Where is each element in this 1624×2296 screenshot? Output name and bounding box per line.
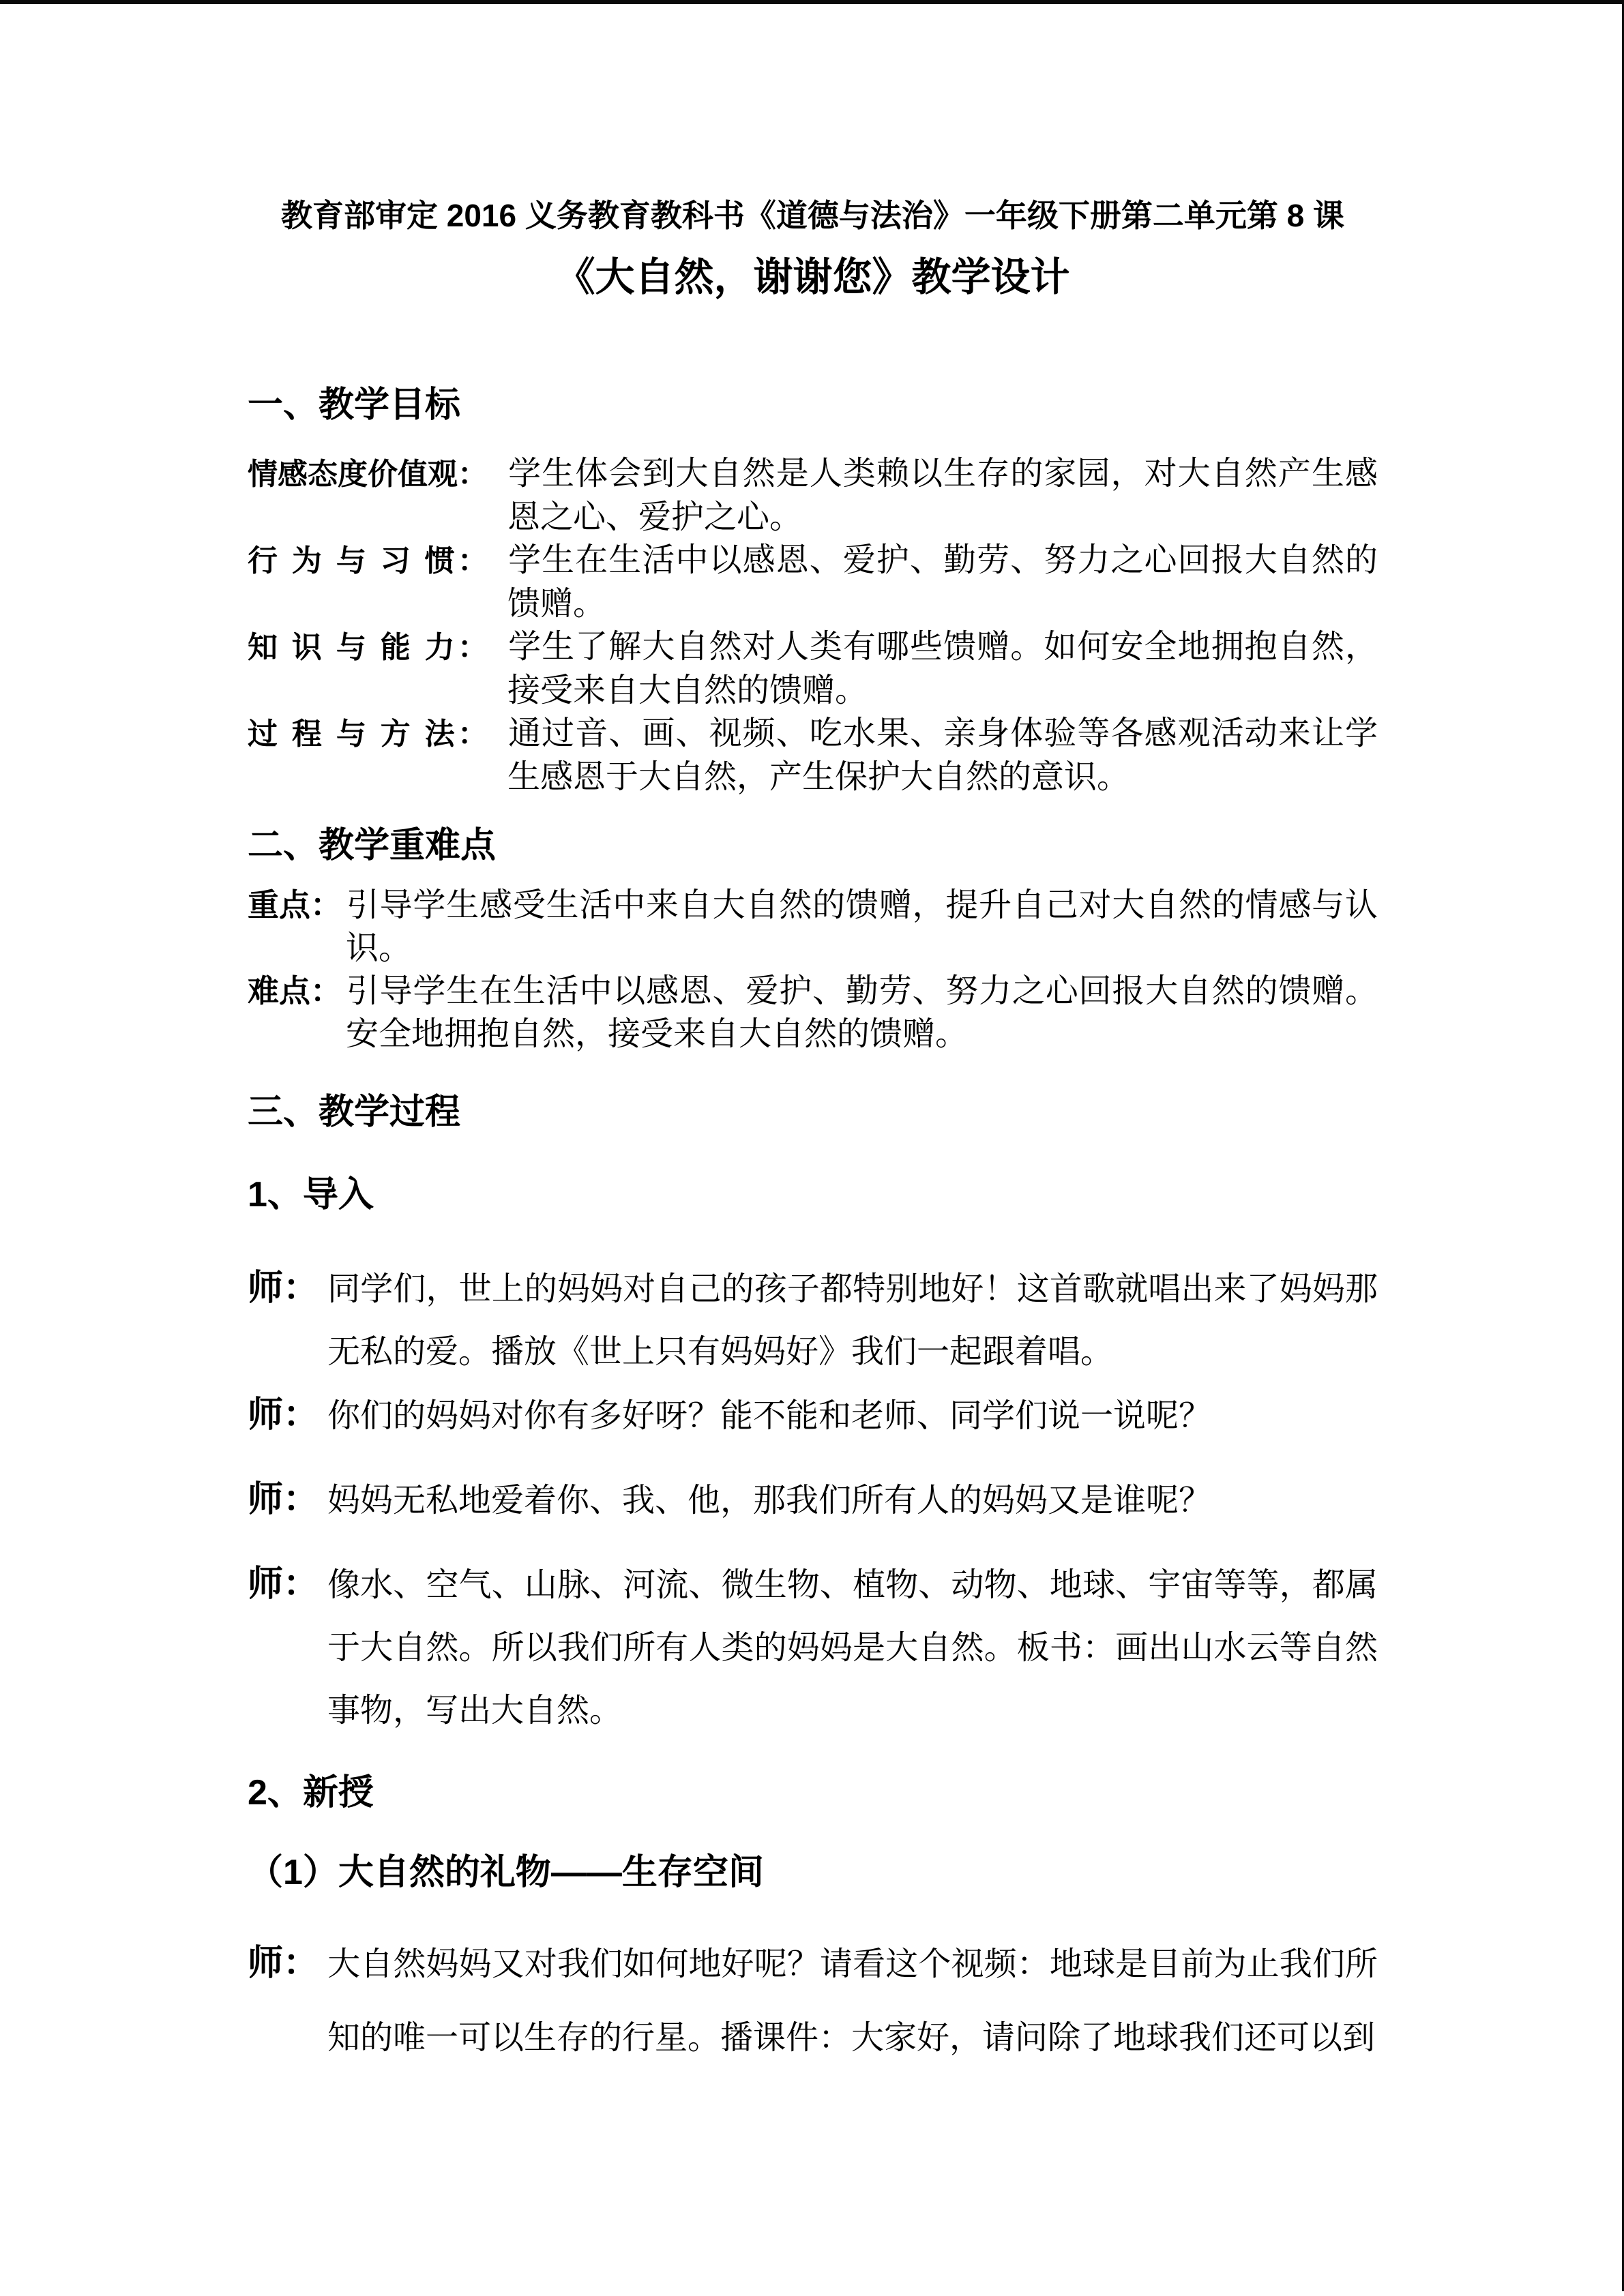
- scan-top-edge-bar: [0, 0, 1624, 4]
- objective-text-behavior: 学生在生活中以感恩、爱护、勤劳、努力之心回报大自然的馈赠。: [507, 542, 1378, 623]
- section-heading-process: 三、教学过程: [248, 1092, 461, 1132]
- section-heading-key-points: 二、教学重难点: [248, 826, 497, 866]
- difficult-point-text: 引导学生在生活中以感恩、爱护、勤劳、努力之心回报大自然的馈赠。安全地拥抱自然，接受来自大自然的馈赠。: [346, 972, 1378, 1052]
- objective-text-method: 通过音、画、视频、吃水果、亲身体验等各感观活动来让学生感恩于大自然，产生保护大自然的意识。: [507, 715, 1378, 796]
- speaker-label: 师：: [248, 1480, 319, 1520]
- dialogue-text: 大自然妈妈又对我们如何地好呢？请看这个视频：地球是目前为止我们所知的唯一可以生存的行星。播课件：大家好，请问除了地球我们还可以到: [327, 1946, 1378, 2057]
- speaker-label: 师：: [248, 1564, 319, 1605]
- teacher-dialogue-5: [248, 1926, 1378, 2075]
- key-point-item: [248, 884, 1378, 970]
- key-point-text: 引导学生感受生活中来自大自然的馈赠，提升自己对大自然的情感与认识。: [346, 886, 1378, 966]
- objective-item-knowledge: [248, 625, 1378, 712]
- teacher-dialogue-1: [248, 1257, 1378, 1384]
- dialogue-text: 妈妈无私地爱着你、我、他，那我们所有人的妈妈又是谁呢？: [327, 1482, 1212, 1519]
- dialogue-text: 你们的妈妈对你有多好呀？能不能和老师、同学们说一说呢？: [327, 1398, 1212, 1435]
- objective-label-knowledge: 知 识 与 能 力：: [248, 631, 488, 665]
- step-subheading-gift-of-nature: （1）大自然的礼物——生存空间: [248, 1853, 764, 1893]
- speaker-label: 师：: [248, 1943, 319, 1984]
- teacher-dialogue-2: [248, 1384, 1378, 1448]
- objective-item-method: [248, 712, 1378, 799]
- objective-label-behavior: 行 为 与 习 惯：: [248, 544, 488, 578]
- document-title: 《大自然，谢谢您》教学设计: [555, 254, 1070, 299]
- dialogue-text: 同学们，世上的妈妈对自己的孩子都特别地好！这首歌就唱出来了妈妈那无私的爱。播放《世上只有妈妈好》我们一起跟着唱。: [327, 1271, 1378, 1371]
- step-heading-new-lesson: 2、新授: [248, 1773, 374, 1813]
- objective-text-knowledge: 学生了解大自然对人类有哪些馈赠。如何安全地拥抱自然，接受来自大自然的馈赠。: [507, 629, 1378, 709]
- objective-label-affect: 情感态度价值观：: [248, 458, 488, 492]
- teacher-dialogue-3: [248, 1468, 1378, 1532]
- speaker-label: 师：: [248, 1395, 319, 1435]
- objectives-list: [248, 452, 1378, 799]
- key-point-label: 重点：: [248, 886, 342, 923]
- difficult-point-label: 难点：: [248, 972, 342, 1009]
- objective-text-affect: 学生体会到大自然是人类赖以生存的家园，对大自然产生感恩之心、爱护之心。: [507, 456, 1378, 536]
- speaker-label: 师：: [248, 1268, 319, 1309]
- objective-item-affect: [248, 452, 1378, 539]
- section-heading-objectives: 一、教学目标: [248, 385, 461, 426]
- teacher-dialogue-4: [248, 1553, 1378, 1742]
- objective-item-behavior: [248, 539, 1378, 625]
- step-heading-intro: 1、导入: [248, 1175, 374, 1215]
- key-points-list: [248, 884, 1378, 1056]
- dialogue-text: 像水、空气、山脉、河流、微生物、植物、动物、地球、宇宙等等，都属于大自然。所以我们所有人类的妈妈是大自然。板书：画出山水云等自然事物，写出大自然。: [327, 1567, 1378, 1729]
- objective-label-method: 过 程 与 方 法：: [248, 717, 488, 751]
- textbook-kicker-line: 教育部审定 2016 义务教育教科书《道德与法治》一年级下册第二单元第 8 课: [280, 198, 1345, 233]
- difficult-point-item: [248, 970, 1378, 1056]
